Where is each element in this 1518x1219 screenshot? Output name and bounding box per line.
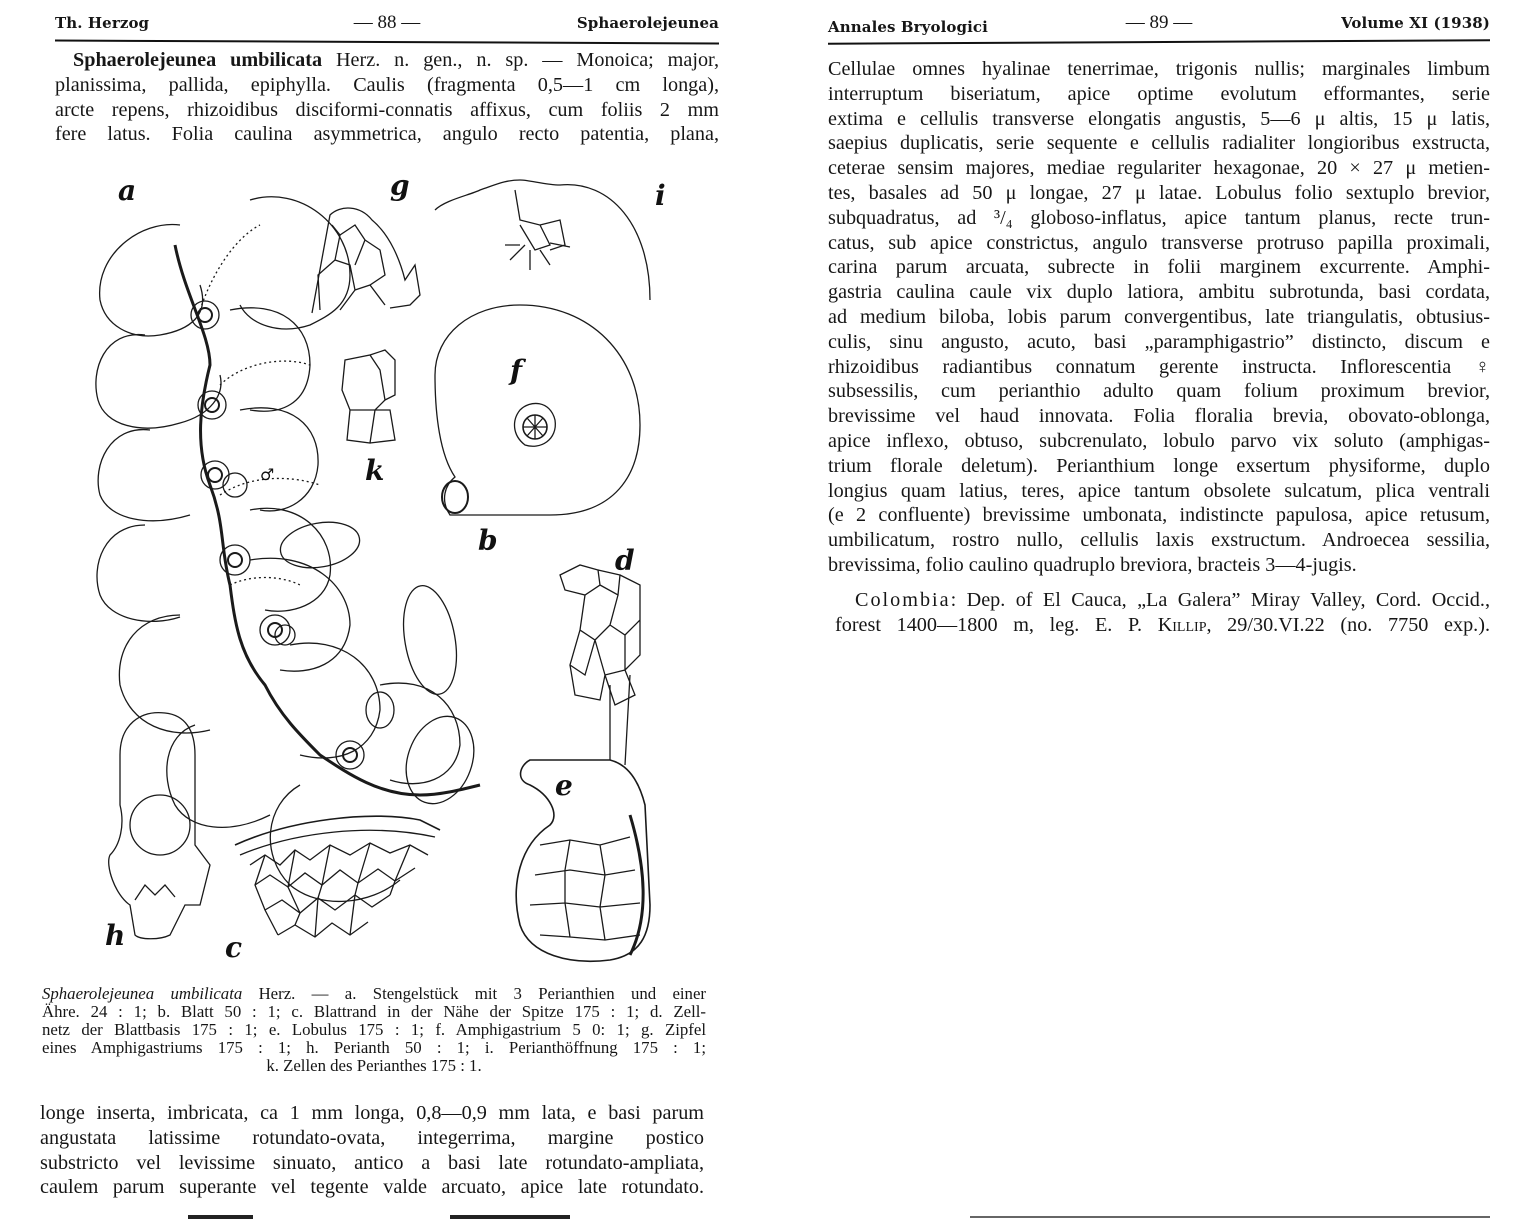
locality-text: forest 1400—1800 m, leg. E. P.: [835, 613, 1158, 636]
continuation-paragraph: [40, 1101, 704, 1200]
text-line: arcte repens, rhizoidibus disciformi-connatis affixus, cum foliis 2 mm: [55, 98, 719, 121]
text-line: angustata latissime rotundato-ovata, integerrima, margine postico: [40, 1126, 704, 1149]
label-b: b: [478, 524, 498, 557]
text-line: ceterae sensim majores, mediae regulariter hexagonae, 20 × 27 μ metien-: [828, 157, 1490, 180]
text-line: planissima, pallida, epiphylla. Caulis (fragmenta 0,5—1 cm longa),: [55, 73, 719, 96]
figure-panel-e: [516, 675, 650, 961]
figure-panel-k: [342, 350, 395, 487]
label-g: g: [390, 169, 410, 202]
figure-panel-d: [560, 544, 640, 705]
label-f: f: [510, 354, 523, 387]
figure-panel-b: [435, 305, 640, 557]
label-c: c: [225, 931, 243, 964]
caption-line: k. Zellen des Perianthes 175 : 1.: [266, 1056, 482, 1075]
text-line: caulem parum superante vel tegente valde arcuato, apice late rotundato.: [40, 1176, 704, 1199]
label-h: h: [105, 919, 126, 952]
locality-text: , 29/30.VI.22 (no. 7750 exp.).: [1206, 613, 1490, 636]
header-section: Sphaerolejeunea: [576, 14, 719, 32]
species-name: Sphaerolejeunea umbilicata: [73, 49, 323, 71]
text-line: carina parum arcuata, subrecte in folii marginem excurrente. Amphi-: [828, 256, 1490, 279]
figure-caption: [42, 985, 706, 1075]
running-header-left: [55, 10, 719, 36]
locality-country: Colombia: [855, 589, 951, 611]
text-line: trium florale deletum). Perianthium longe exsertum physiforme, duplo: [828, 454, 1490, 477]
label-e: e: [555, 769, 573, 802]
collector-name: Killip: [1157, 613, 1207, 636]
text-line: [835, 613, 1490, 638]
text-line: rhizoidibus radiantibus connatum gerente instructa. Inflorescentia ♀: [828, 355, 1490, 378]
running-header-right: [828, 10, 1490, 36]
locality-paragraph: [835, 588, 1490, 638]
text-line: extima e cellulis transverse elongatis angustis, 5—6 μ altis, 15 μ latis,: [828, 107, 1490, 130]
text-line: fere latus. Folia caulina asymmetrica, angulo recto patentia, plana,: [55, 123, 719, 146]
caption-line: netz der Blattbasis 175 : 1; e. Lobulus 175 : 1; f. Amphigastrium 5 0: 1; g. Zipfel: [42, 1020, 706, 1039]
caption-line: eines Amphigastriums 175 : 1; h. Perianth 50 : 1; i. Perianthöffnung 175 : 1;: [42, 1038, 706, 1057]
intro-paragraph: [55, 48, 719, 147]
caption-line: [42, 985, 706, 1003]
figure-panel-g: [312, 169, 420, 313]
page-edge-mark: [970, 1216, 1490, 1218]
header-rule: [828, 39, 1490, 44]
text-line: gastria caulina caule vix duplo latiora, ambitu subrotunda, basi cordata,: [828, 281, 1490, 304]
caption-species-name: Sphaerolejeunea umbilicata: [42, 984, 243, 1003]
text-line: culis, sinu angusto, acuto, basi „paramphigastrio” distincto, discum e: [828, 330, 1490, 353]
header-journal: Annales Bryologici: [828, 18, 988, 36]
text-line: [55, 48, 719, 73]
botanical-figure: [50, 165, 710, 980]
figure-panel-h: [105, 713, 210, 952]
text-line: brevissime vel haud innovata. Folia floralia brevia, obovato-oblonga,: [828, 405, 1490, 428]
text-line: saepius duplicatis, serie sequente e cellulis radialiter longioribus exstructa,: [828, 132, 1490, 155]
header-author: Th. Herzog: [55, 14, 150, 32]
text-line: longe inserta, imbricata, ca 1 mm longa, 0,8—0,9 mm lata, e basi parum: [40, 1102, 704, 1124]
header-volume: Volume XI (1938): [1341, 14, 1490, 32]
label-a: a: [118, 174, 137, 207]
text-line: ad medium biloba, lobis parum convergentibus, late triangulatis, obtusius-: [828, 305, 1490, 328]
header-page-number: — 88 —: [353, 12, 421, 33]
page-edge-mark: [188, 1215, 253, 1219]
text-line: brevissima, folio caulino quadruplo breviora, bracteis 3—4-jugis.: [828, 553, 1357, 576]
description-paragraph: [828, 57, 1490, 578]
text-line: longius quam latius, teres, apice tantum obsolete sulcatum, plica ventrali: [828, 479, 1490, 502]
header-rule: [55, 40, 719, 45]
male-symbol: ♂: [260, 465, 275, 484]
right-page: [760, 0, 1518, 1219]
caption-line: Ähre. 24 : 1; b. Blatt 50 : 1; c. Blattrand in der Nähe der Spitze 175 : 1; d. Zell-: [42, 1002, 706, 1021]
text-line: (e 2 confluente) brevissime umbonata, indistincte papulosa, apice retusum,: [828, 504, 1490, 527]
label-i: i: [655, 179, 666, 212]
text-line: substricto vel levissime sinuato, antico a basi late rotundato-ampliata,: [40, 1151, 704, 1174]
text-line: apice inflexo, obtuso, subcrenulato, lobulo parvo vix soluto (amphigas-: [828, 429, 1490, 452]
text-line: umbilicatum, rostro nullo, cellulis laxis exstructum. Androecea sessilia,: [828, 529, 1490, 552]
page-edge-mark: [450, 1215, 570, 1219]
figure-panel-c: [225, 816, 440, 964]
label-d: d: [615, 544, 635, 577]
text-line: Cellulae omnes hyalinae tenerrimae, trigonis nullis; marginales limbum: [828, 58, 1490, 80]
line-text: Herz. n. gen., n. sp. — Monoica; major,: [322, 49, 719, 71]
text-line: subquadratus, ad ³/₄ globoso-inflatus, apice tantum planus, recte trun-: [828, 206, 1490, 229]
caption-text: Herz. — a. Stengelstück mit 3 Perianthien und einer: [242, 984, 706, 1003]
figure-panel-i: [435, 179, 666, 300]
text-line: tes, basales ad 50 μ longae, 27 μ latae. Lobulus folio sextuplo brevior,: [828, 181, 1490, 204]
text-line: interruptum biseriatum, apice optime evolutum efformantes, serie: [828, 82, 1490, 105]
locality-text: : Dep. of El Cauca, „La Galera” Miray Valley, Cord. Occid.,: [950, 589, 1490, 611]
text-line: catus, sub apice constrictus, angulo transverse protruso papilla proximali,: [828, 231, 1490, 254]
figure-panel-a: [96, 174, 486, 901]
label-k: k: [365, 454, 385, 487]
text-line: [835, 588, 1490, 613]
text-line: subsessilis, cum perianthio adulto quam folium proximum brevior,: [828, 380, 1490, 403]
header-page-number: — 89 —: [1125, 12, 1193, 33]
